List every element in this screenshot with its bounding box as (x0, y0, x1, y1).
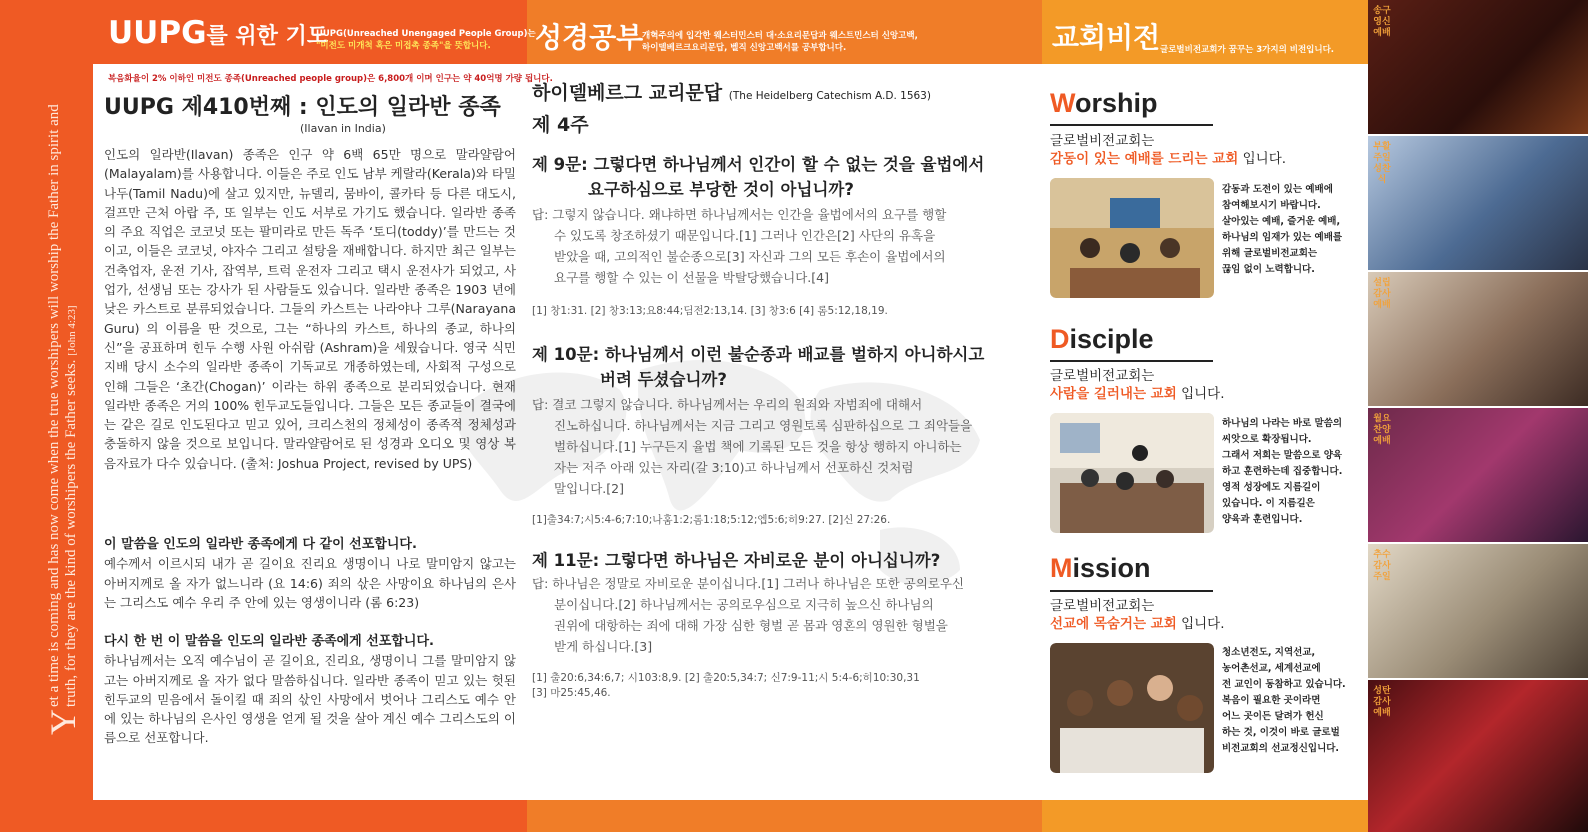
uupg-people-heading: UUPG 제410번째 : 인도의 일라반 종족 (104, 95, 501, 120)
verse2-heading: 다시 한 번 이 말씀을 인도의 일라반 종족에게 선포합니다. (104, 634, 434, 649)
uupg-people-subheading: (Ilavan in India) (300, 122, 386, 135)
worship-rest: orship (1075, 88, 1158, 118)
disciple-subtitle (1050, 367, 1225, 403)
qa-10 (532, 342, 1012, 528)
disciple-text-line: 씨앗으로 확장됩니다. (1222, 434, 1312, 445)
side-scripture-quote (43, 95, 83, 735)
answer-9 (532, 204, 1012, 288)
mission-text-line: 농어촌선교, 세계선교에 (1222, 663, 1321, 674)
answer-10 (532, 394, 1012, 499)
disciple-title (1050, 324, 1154, 355)
worship-subtitle (1050, 132, 1286, 168)
vision-description: 글로벌비전교회가 꿈꾸는 3가지의 비전입니다. (1160, 45, 1335, 55)
verse1-block (104, 535, 516, 612)
answer-9-line3: 받았을 때, 고의적인 불순종으로[3] 자신과 그의 모든 후손이 율법에서의 (554, 249, 946, 264)
strip-label: 부활주일 성찬식 (1373, 142, 1391, 185)
answer-11 (532, 573, 1012, 657)
mission-text-line: 청소년전도, 지역선교, (1222, 647, 1316, 658)
verse2-block (104, 632, 516, 748)
verse2-body: 하나님께서는 오직 예수님이 곧 길이요, 진리요, 생명이니 그를 말미암지 않고는 아버지께로 올 자가 없다 말씀하십니다. 일라반 종족이 믿고 있는 헛된 힌두교의 믿음에서 돌이킬 때 죄의 삯인 사망에서 벗어나 그리스도 예수 안에 있는 하나님의 은사인 영생을 얻게 될 것을 살아 계신 예수 그리스도의 이름으로 선포합니다. (104, 653, 516, 746)
disciple-initial: D (1050, 324, 1070, 354)
answer-10-line4: 자는 저주 아래 있는 자리(갈 3:10)고 하나님께서 선포하신 것처럼 (554, 460, 914, 475)
worship-highlight: 감동이 있는 예배를 드리는 교회 (1050, 151, 1239, 167)
quote-reference: [John 4:23] (66, 305, 78, 356)
worship-tail: 입니다. (1238, 151, 1287, 167)
answer-10-line2: 진노하십니다. 하나님께서는 지금 그리고 영원토록 심판하십으로 그 죄악들을 (554, 418, 973, 433)
references-11 (532, 671, 1012, 701)
answer-11-line4: 받게 하십니다.[3] (554, 639, 653, 654)
question-9-line1: 제 9문: 그렇다면 하나님께서 인간이 할 수 없는 것을 율법에서 (532, 155, 985, 174)
mission-text-line: 하는 것, 이것이 바로 글로벌 (1222, 727, 1340, 738)
references-11-line1: [1] 출20:6,34:6,7; 시103:8,9. [2] 출20:5,34:7; 신7:9-11;시 5:4-6;히10:30,31 (532, 672, 920, 684)
disciple-divider (1050, 360, 1213, 362)
mission-text (1222, 645, 1362, 757)
catechism-title-ko: 하이델베르그 교리문답 (532, 82, 723, 104)
strip-label: 월요찬양예배 (1373, 414, 1391, 446)
mission-initial: M (1050, 553, 1073, 583)
footer-bar-left (93, 800, 527, 832)
uupg-title (108, 14, 328, 56)
quote-initial: Y (43, 709, 83, 735)
catechism-week: 제 4주 (532, 114, 589, 136)
answer-9-line1: 답: 그렇지 않습니다. 왜냐하면 하나님께서는 인간을 율법에서의 요구를 행할 (532, 207, 947, 222)
qa-11 (532, 548, 1012, 701)
mission-highlight: 선교에 목숨거는 교회 (1050, 616, 1177, 632)
question-9-line2: 요구하심으로 부당한 것이 아닙니까? (588, 180, 854, 199)
answer-10-line1: 답: 결코 그렇지 않습니다. 하나님께서는 우리의 원죄와 자범죄에 대해서 (532, 397, 923, 412)
mission-tail: 입니다. (1176, 616, 1225, 632)
mission-text-line: 복음이 필요한 곳이라면 (1222, 695, 1321, 706)
question-11 (532, 548, 1012, 573)
vision-title: 교회비전 (1052, 21, 1161, 54)
answer-9-line2: 수 있도록 창조하셨기 때문입니다.[1] 그러나 인간은[2] 사단의 유혹을 (554, 228, 936, 243)
question-11-line1: 제 11문: 그렇다면 하나님은 자비로운 분이 아니십니까? (532, 551, 941, 570)
mission-text-line: 어느 곳이든 달려가 헌신 (1222, 711, 1324, 722)
disciple-tail: 입니다. (1176, 386, 1225, 402)
disciple-text-line: 있습니다. 이 지름길은 (1222, 498, 1315, 509)
bible-study-description (642, 30, 918, 54)
mission-rest: ission (1072, 553, 1151, 583)
worship-title (1050, 88, 1158, 119)
worship-text-line: 하나님의 임재가 있는 예배를 (1222, 232, 1343, 243)
strip-label: 성탄감사예배 (1373, 686, 1391, 718)
answer-9-line4: 요구를 행할 수 있는 이 선물을 박탈당했습니다.[4] (554, 270, 829, 285)
strip-photo-6 (1368, 680, 1588, 832)
worship-intro: 글로벌비전교회는 (1050, 133, 1155, 149)
verse1-heading: 이 말씀을 인도의 일라반 종족에게 다 같이 선포합니다. (104, 537, 417, 552)
question-10 (532, 342, 1012, 392)
answer-11-line1: 답: 하나님은 정말로 자비로운 분이십니다.[1] 그러나 하나님은 또한 공의로우신 (532, 576, 965, 591)
uupg-title-main: UUPG (108, 15, 207, 51)
strip-photo-5 (1368, 544, 1588, 678)
worship-initial: W (1050, 88, 1075, 118)
references-9: [1] 창1:31. [2] 창3:13;요8:44;딤전2:13,14. [3] 창3:6 [4] 롬5:12,18,19. (532, 305, 888, 317)
qa-9 (532, 152, 1012, 319)
worship-photo (1050, 178, 1214, 298)
uupg-desc-line2: "미전도 미개척 혹은 미접촉 종족"을 뜻합니다. (316, 41, 491, 51)
uupg-body (104, 145, 516, 473)
worship-text-line: 위해 글로벌비전교회는 (1222, 248, 1318, 259)
strip-label: 송구영신예배 (1373, 6, 1391, 38)
footer-bar-middle (527, 800, 1042, 832)
bible-study-title: 성경공부 (535, 21, 644, 54)
verse1-body: 예수께서 이르시되 내가 곧 길이요 진리요 생명이니 나로 말미암지 않고는 아버지께로 올 자가 없느니라 (요 14:6) 죄의 삯은 사망이요 하나님의 은사는 그리스도 예수 우리 주 안에 있는 영생이니라 (롬 6:23) (104, 556, 516, 610)
worship-text (1222, 182, 1362, 278)
disciple-text-line: 하나님의 나라는 바로 말씀의 (1222, 418, 1343, 429)
question-10-line2: 버려 두셨습니까? (600, 370, 727, 389)
disciple-rest: isciple (1069, 324, 1154, 354)
strip-label: 추수감사주일 (1373, 550, 1391, 582)
uupg-description (316, 28, 536, 52)
worship-text-line: 감동과 도전이 있는 예배에 (1222, 184, 1333, 195)
disciple-text-line: 그래서 저희는 말씀으로 양육 (1222, 450, 1343, 461)
worship-text-line: 살아있는 예배, 즐거운 예배, (1222, 216, 1341, 227)
references-10: [1]출34:7;시5:4-6;7:10;나훔1:2;롬1:18;5:12;엡5:6;히9:27. [2]신 27:26. (532, 514, 891, 526)
mission-intro: 글로벌비전교회는 (1050, 598, 1155, 614)
disciple-highlight: 사람을 길러내는 교회 (1050, 386, 1177, 402)
disciple-intro: 글로벌비전교회는 (1050, 368, 1155, 384)
mission-subtitle (1050, 597, 1225, 633)
footer-bar-right (1042, 800, 1368, 832)
answer-10-line5: 말입니다.[2] (554, 481, 624, 496)
mission-divider (1050, 590, 1213, 592)
disciple-text (1222, 416, 1362, 528)
mission-title (1050, 553, 1151, 584)
bible-desc-line2: 하이델베르크요리문답, 벨직 신앙고백서를 공부합니다. (642, 43, 847, 53)
uupg-body-text: 인도의 일라반(Ilavan) 종족은 인구 약 6백 65만 명으로 말라얄람어(Malayalam)를 사용합니다. 이들은 주로 인도 남부 케랄라(Kerala)와 타밀 나두(Tamil Nadu)에 살고 있지만, 뉴델리, 뭄바이, 콜카타 등 다른 대도시, 걸프만 근처 아랍 주, 또 일부는 인도 서부로 가기도 했습니다. 일라반 종족의 주요 직업은 코코넛 또는 팔미라로 만든 독주 ‘토디(toddy)’를 만드는 것이고, 이들은 코코넛, 야자수 그리고 설탕을 재배합니다. 하지만 최근 일부는 건축업자, 운전 기사, 잡역부, 트럭 운전자 그리고 택시 운전사가 되었고, 사업가, 선생님 또는 강사가 된 사람들도 있습니다. 일라반 종족은 1903 년에 낮은 카스트로 분류되었습니다. 그들의 카스트는 나라야나 그루(Narayana Guru) 의 이름을 딴 것으로, 그는 “하나의 카스트, 하나의 종교, 하나의 신”을 공표하며 힌두 수행 사원 아쉬람 (Ashram)을 세웠습니다. 영국 식민 지배 당시 소수의 일라반 종족이 기독교로 개종하였는데, 사회적 구성으로 인해 그들은 ‘초간(Chogan)’ 이라는 하위 종족으로 분리되었습니다. 현재 일라반 종족은 거의 100% 힌두교도들입니다. 그들은 모든 종교들이 결국에는 같은 길로 인도된다고 믿고 있어, 크리스천의 정체성이 종족적 정체성과 충돌하지 않을 것으로 보입니다. 말라얄람어로 된 성경과 오디오 및 영상 복음자료가 다수 있습니다. (출처: Joshua Project, revised by UPS) (104, 147, 517, 471)
strip-photo-2 (1368, 136, 1588, 270)
strip-photo-3 (1368, 272, 1588, 406)
uupg-desc-line1: UUPG(Unreached Unengaged People Group)는 (316, 29, 536, 39)
disciple-text-line: 영적 성장에도 지름길이 (1222, 482, 1321, 493)
disciple-text-line: 양육과 훈련입니다. (1222, 514, 1303, 525)
mission-text-line: 비전교회의 선교정신입니다. (1222, 743, 1340, 754)
references-11-line2: [3] 마25:45,46. (532, 687, 611, 699)
strip-label: 설립감사예배 (1373, 278, 1391, 310)
catechism-title-en: (The Heidelberg Catechism A.D. 1563) (728, 90, 931, 102)
strip-photo-1 (1368, 0, 1588, 134)
catechism-title (532, 78, 1012, 105)
strip-photo-4 (1368, 408, 1588, 542)
answer-11-line3: 권위에 대항하는 죄에 대해 가장 심한 형벌 곧 몸과 영혼의 영원한 형벌을 (554, 618, 948, 633)
question-9 (532, 152, 1012, 202)
quote-text: et a time is coming and has now come when the true worshipers will worship the Father in spirit and truth, for they are the kind of worshipers the Father seeks. (46, 104, 79, 707)
uupg-stat-line: 복음화율이 2% 이하인 미전도 종족(Unreached people group)은 6,800개 이며 인구는 약 40억명 가량 됩니다. (108, 74, 553, 84)
disciple-photo (1050, 413, 1214, 533)
disciple-text-line: 하고 훈련하는데 집중합니다. (1222, 466, 1343, 477)
mission-photo (1050, 643, 1214, 773)
answer-11-line2: 분이십니다.[2] 하나님께서는 공의로우심으로 지극히 높으신 하나님의 (554, 597, 934, 612)
question-10-line1: 제 10문: 하나님께서 이런 불순종과 배교를 벌하지 아니하시고 (532, 345, 985, 364)
worship-text-line: 참여해보시기 바랍니다. (1222, 200, 1321, 211)
worship-divider (1050, 124, 1213, 126)
bible-desc-line1: 개혁주의에 입각한 웨스터민스터 대·소요리문답과 웨스트민스터 신앙고백, (642, 31, 918, 41)
worship-text-line: 끊임 없이 노력합니다. (1222, 264, 1315, 275)
answer-10-line3: 벌하십니다.[1] 누구든지 율법 책에 기록된 모든 것을 항상 행하지 아니하는 (554, 439, 962, 454)
mission-text-line: 전 교인이 동참하고 있습니다. (1222, 679, 1346, 690)
uupg-title-rest: 를 위한 기도 (206, 24, 329, 49)
